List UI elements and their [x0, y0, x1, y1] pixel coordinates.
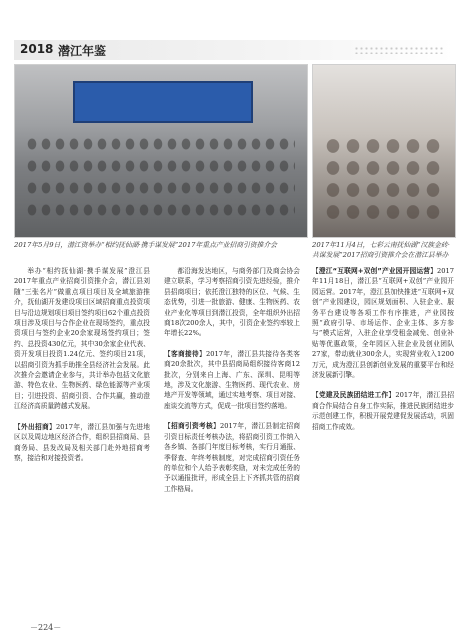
header-year: 2018	[20, 42, 54, 56]
paragraph-body: 2017年，潜江县招商合作局结合自身工作实际，推进民族团结进步示范创建工作，积极开展党建促发展活动，巩固招商工作成效。	[312, 391, 455, 431]
paragraph-with-heading: 【党建及民族团结进工作】2017年，潜江县招商合作局结合自身工作实际，推进民族团结进步示范创建工作，积极开展党建促发展活动，巩固招商工作成效。	[312, 391, 455, 431]
paragraph-with-heading: 【外出招商】2017年，潜江县加强与先进地区以及周边地区经济合作，组织县招商局、县商务局、县发改局及相关部门赴外地招商考察，接洽和对接投资者。	[14, 422, 150, 462]
photo-caption-1: 2017年5月9日，潜江资举办“相约抚仙湖·携手谋发展”2017年重点产业招商引资推介会	[14, 241, 278, 249]
audience-row	[25, 157, 295, 175]
page-number: －224－	[30, 623, 62, 632]
section-heading: 外出招商	[21, 422, 49, 431]
audience-row	[25, 135, 295, 153]
page-header	[14, 40, 454, 60]
section-heading: 客商接待	[171, 349, 199, 358]
paragraph: 举办“相约抚仙湖·携手谋发展”澄江县2017年重点产业招商引资推介会，潜江县刘随“三张名片”做重点项目项目及全域旅游推介，抚仙湖开发建设项目区域招商重点投资项目与沿边规划项目项目签约项目62个重点投资项目涉及项目与合作企业在现场签约，重点投资项目与签约企业20余家现场签约项目；签约、总投资430亿元，其中30余家企业代表、资开发项目投资1.24亿元、签约项目21项，以招商引资为抓手助推全县经济社会发展。此次推介会邀请企业参与，共计举办包括文化旅游、特色农业、生物医药、绿色能源等产业项目；引进投资、招商引资、合作共赢，推动澄江经济高质量跨越式发展。	[14, 267, 150, 411]
text-column-left	[14, 266, 150, 463]
stage-screen	[73, 81, 253, 123]
people-group	[323, 135, 445, 225]
section-heading: 党建及民族团结进工作	[318, 391, 389, 400]
photo-signing-ceremony	[312, 64, 456, 238]
paragraph-with-heading: 【澄江“互联网+双创”产业园开园运营】2017年11月18日，潜江县“互联网+双创”产业园开园运营。2017年，澄江县加快推进“互联网+双创”产业园建设，园区规划面积、入驻企业、服务平台建设等各项工作有序推进，产业园按照“政府引导、市场运作、企业主体、多方参与”模式运营，入驻企业享受租金减免、创业补贴等优惠政策，全年园区入驻企业及创业团队27家，带动就业300余人，实现营业收入1200万元，成为澄江县创新创业发展的重要平台和经济发展新引擎。	[312, 267, 454, 380]
paragraph-with-heading: 【客商接待】2017年，潜江县共接待各类客商20余批次，其中县招商局组织接待客商12批次，分别来自上海、广东、深圳、昆明等地，涉及文化旅游、生物医药、现代农业、房地产开发等领域，通过实地考察、项目对接、座谈交流等方式，促成一批项目签约落地。	[164, 349, 300, 410]
photo-caption-2: 2017年11月4日，七彩云南抚仙湖“汉族金砖·共谋发展”2017招商引资推介会在潜江县举办	[312, 241, 450, 259]
section-heading: 澄江“互联网+双创”产业园开园运营	[318, 267, 431, 275]
paragraph-body: 2017年，潜江县加强与先进地区以及周边地区经济合作，组织县招商局、县商务局、县发改局及相关部门赴外地招商考察，接洽和对接投资者。	[14, 422, 150, 462]
header-dot-pattern	[354, 46, 444, 54]
paragraph-body: 2017年11月18日，潜江县“互联网+双创”产业园开园运营。2017年，澄江县加快推进“互联网+双创”产业园建设，园区规划面积、入驻企业、服务平台建设等各项工作有序推进，产业园按照“政府引导、市场运作、企业主体、多方参与”模式运营，入驻企业享受租金减免、创业补贴等优惠政策，全年园区入驻企业及创业团队27家，带动就业300余人，实现营业收入1200万元，成为澄江县创新创业发展的重要平台和经济发展新引擎。	[312, 267, 454, 380]
text-column-middle	[164, 266, 300, 494]
photo-conference-hall	[14, 64, 308, 238]
text-column-right	[312, 266, 454, 432]
paragraph-with-heading: 【招商引资考核】2017年，潜江县制定招商引资目标责任考核办法，将招商引资工作纳入各乡镇、各部门年度目标考核，实行月通报、季督查、年终考核制度，对完成招商引资任务的单位和个人给予表彰奖励，对未完成任务的予以通报批评，形成全县上下齐抓共管的招商工作格局。	[164, 422, 301, 493]
paragraph-body: 2017年，潜江县共接待各类客商20余批次，其中县招商局组织接待客商12批次，分别来自上海、广东、深圳、昆明等地，涉及文化旅游、生物医药、现代农业、房地产开发等领域，通过实地考察、项目对接、座谈交流等方式，促成一批项目签约落地。	[164, 349, 300, 410]
section-heading: 招商引资考核	[171, 422, 213, 431]
audience-row	[25, 179, 295, 197]
paragraph-body: 2017年，潜江县制定招商引资目标责任考核办法，将招商引资工作纳入各乡镇、各部门年度目标考核，实行月通报、季督查、年终考核制度，对完成招商引资任务的单位和个人给予表彰奖励，对未完成任务的予以通报批评，形成全县上下齐抓共管的招商工作格局。	[164, 422, 301, 493]
header-title: 潜江年鉴	[58, 44, 107, 58]
paragraph: 都沿海发达地区，与商务部门及商会协会建立联系，学习考察招商引资先进经验，推介县招商项目；依托澄江独特的区位、气候、生态优势，引进一批旅游、健康、生物医药、农业产业化等项目到潜江投资，全年组织外出招商18次200余人，其中，引资企业签约率较上年增长22%。	[164, 267, 300, 338]
audience-row	[25, 201, 295, 219]
